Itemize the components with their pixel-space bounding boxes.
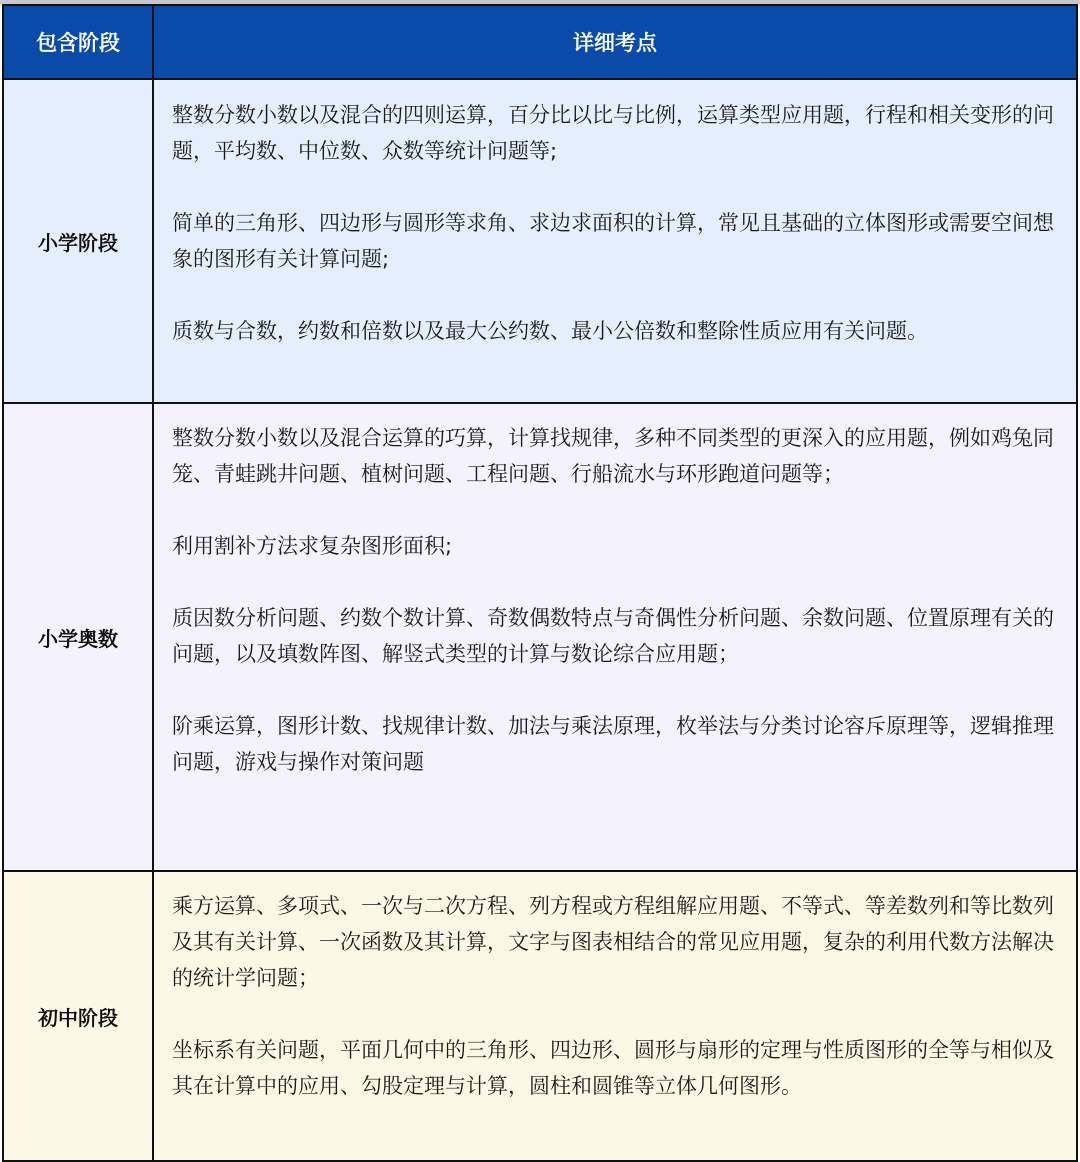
table-row-junior-high <box>3 871 1077 1161</box>
detail-paragraph: 坐标系有关问题，平面几何中的三角形、四边形、圆形与扇形的定理与性质图形的全等与相似及其在计算中的应用、勾股定理与计算，圆柱和圆锥等立体几何图形。 <box>172 1038 1054 1098</box>
detail-paragraph: 简单的三角形、四边形与圆形等求角、求边求面积的计算，常见且基础的立体图形或需要空间想象的图形有关计算问题; <box>172 211 1054 271</box>
detail-paragraph: 乘方运算、多项式、一次与二次方程、列方程或方程组解应用题、不等式、等差数列和等比数列及其有关计算、一次函数及其计算，文字与图表相结合的常见应用题，复杂的利用代数方法解决的统计学问题； <box>172 894 1054 990</box>
detail-paragraph: 阶乘运算，图形计数、找规律计数、加法与乘法原理，枚举法与分类讨论容斥原理等，逻辑推理问题，游戏与操作对策问题 <box>172 714 1054 774</box>
detail-paragraph: 利用割补方法求复杂图形面积; <box>172 534 453 558</box>
detail-paragraph: 质因数分析问题、约数个数计算、奇数偶数特点与奇偶性分析问题、余数问题、位置原理有关的问题，以及填数阵图、解竖式类型的计算与数论综合应用题； <box>172 606 1054 666</box>
exam-points-table <box>2 4 1078 1162</box>
header-stage: 包含阶段 <box>3 5 153 79</box>
table-row-primary-olympiad <box>3 403 1077 871</box>
detail-cell <box>153 403 1077 871</box>
header-details: 详细考点 <box>153 5 1077 79</box>
detail-paragraph: 质数与合数，约数和倍数以及最大公约数、最小公倍数和整除性质应用有关问题。 <box>172 319 928 343</box>
table-header-row <box>3 5 1077 79</box>
detail-cell <box>153 871 1077 1161</box>
stage-cell: 小学奥数 <box>3 403 153 871</box>
detail-cell <box>153 79 1077 403</box>
stage-cell: 初中阶段 <box>3 871 153 1161</box>
stage-cell: 小学阶段 <box>3 79 153 403</box>
detail-paragraph: 整数分数小数以及混合的四则运算，百分比以比与比例，运算类型应用题，行程和相关变形的问题，平均数、中位数、众数等统计问题等; <box>172 103 1054 163</box>
table-row-primary-school <box>3 79 1077 403</box>
detail-paragraph: 整数分数小数以及混合运算的巧算，计算找规律，多种不同类型的更深入的应用题，例如鸡兔同笼、青蛙跳井问题、植树问题、工程问题、行船流水与环形跑道问题等； <box>172 426 1054 486</box>
